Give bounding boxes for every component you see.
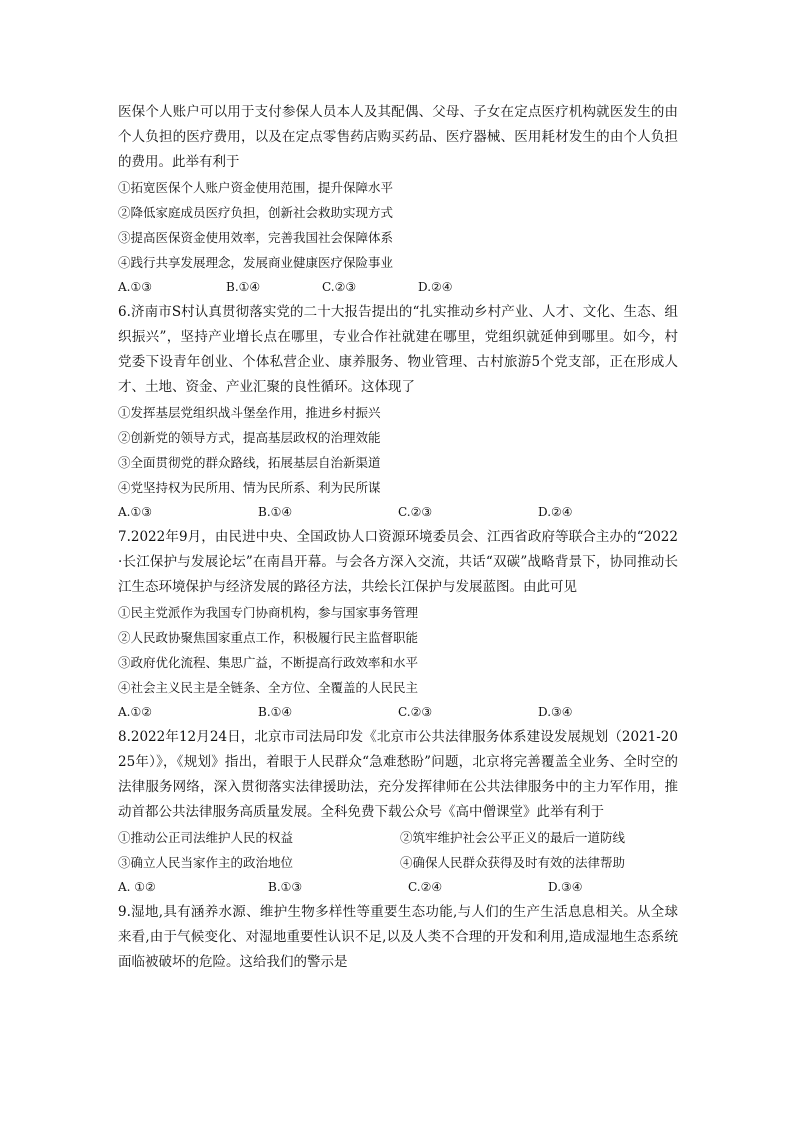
q5-stem: 医保个人账户可以用于支付参保人员本人及其配偶、父母、子女在定点医疗机构就医发生的由个人负担的医疗费用，以及在定点零售药店购买药品、医疗器械、医用耗材发生的由个人负担的费用。此举有利于 bbox=[118, 104, 678, 170]
q8-answer-b: B.①③ bbox=[268, 880, 303, 894]
q6-answers bbox=[118, 500, 678, 525]
q5-answer-d: D.②④ bbox=[418, 280, 453, 294]
q8-answers bbox=[118, 875, 678, 900]
q9-stem: 9.湿地,具有涵养水源、维护生物多样性等重要生态功能,与人们的生产生活息息相关。从全球来看,由于气候变化、对湿地重要性认识不足,以及人类不合理的开发和利用,造成湿地生态系统面临被破坏的危险。这给我们的警示是 bbox=[118, 904, 678, 970]
q6-option-1: ①发挥基层党组织战斗堡垒作用，推进乡村振兴 bbox=[118, 405, 381, 420]
q8-option-1: ①推动公正司法维护人民的权益 bbox=[118, 830, 294, 845]
q8-answer-c: C.②④ bbox=[408, 880, 443, 894]
q6-option-3: ③全面贯彻党的群众路线，拓展基层自治新渠道 bbox=[118, 455, 381, 470]
q7-option-2: ②人民政协聚焦国家重点工作，积极履行民主监督职能 bbox=[118, 630, 419, 645]
q5-option-2: ②降低家庭成员医疗负担，创新社会救助实现方式 bbox=[118, 205, 394, 220]
q6-answer-c: C.②③ bbox=[398, 505, 433, 519]
q7-answer-d: D.③④ bbox=[538, 705, 573, 719]
q8-option-4: ④确保人民群众获得及时有效的法律帮助 bbox=[400, 855, 626, 870]
q8-options-row-2 bbox=[118, 850, 678, 875]
q7-stem: 7.2022年9月，由民进中央、全国政协人口资源环境委员会、江西省政府等联合主办的“2022·长江保护与发展论坛”在南昌开幕。与会各方深入交流，共话“双碳”战略背景下，协同推动长江生态环境保护与经济发展的路径方法，共绘长江保护与发展蓝图。由此可见 bbox=[118, 529, 678, 595]
q8-option-2: ②筑牢维护社会公平正义的最后一道防线 bbox=[400, 830, 626, 845]
q5-answer-b: B.①④ bbox=[226, 280, 261, 294]
q5-option-1: ①拓宽医保个人账户资金使用范围，提升保障水平 bbox=[118, 180, 394, 195]
q5-answer-c: C.②③ bbox=[322, 280, 357, 294]
q6-answer-b: B.①④ bbox=[258, 505, 293, 519]
q6-stem: 6.济南市S村认真贯彻落实党的二十大报告提出的“扎实推动乡村产业、人才、文化、生态、组织振兴”，坚持产业增长点在哪里，专业合作社就建在哪里，党组织就延伸到哪里。如今，村党委下设青年创业、个体私营企业、康养服务、物业管理、古村旅游5个党支部，正在形成人才、土地、资金、产业汇聚的良性循环。这体现了 bbox=[118, 304, 678, 395]
q5-option-3: ③提高医保资金使用效率，完善我国社会保障体系 bbox=[118, 230, 394, 245]
q7-option-1: ①民主党派作为我国专门协商机构，参与国家事务管理 bbox=[118, 605, 419, 620]
q5-answers bbox=[118, 275, 678, 300]
q8-options-row-1 bbox=[118, 825, 678, 850]
q7-answers bbox=[118, 700, 678, 725]
q5-answer-a: A.①③ bbox=[118, 280, 152, 294]
q6-answer-d: D.②④ bbox=[538, 505, 573, 519]
q6-option-2: ②创新党的领导方式，提高基层政权的治理效能 bbox=[118, 430, 381, 445]
q7-answer-b: B.①④ bbox=[258, 705, 293, 719]
q7-option-4: ④社会主义民主是全链条、全方位、全覆盖的人民民主 bbox=[118, 680, 419, 695]
q8-option-3: ③确立人民当家作主的政治地位 bbox=[118, 855, 294, 870]
q7-option-3: ③政府优化流程、集思广益，不断提高行政效率和水平 bbox=[118, 655, 419, 670]
q8-answer-a: A. ①② bbox=[118, 880, 156, 894]
q7-answer-c: C.②③ bbox=[398, 705, 433, 719]
q5-option-4: ④践行共享发展理念，发展商业健康医疗保险事业 bbox=[118, 255, 394, 270]
q6-answer-a: A.①③ bbox=[118, 505, 152, 519]
q8-stem: 8.2022年12月24日，北京市司法局印发《北京市公共法律服务体系建设发展规划（2021-2025年）》，《规划》指出，着眼于人民群众“急难愁盼”问题，北京将完善覆盖全业务、全时空的法律服务网络，深入贯彻落实法律援助法，充分发挥律师在公共法律服务中的主力军作用，推动首都公共法律服务高质量发展。全科免费下载公众号《高中僧课堂》此举有利于 bbox=[118, 729, 678, 820]
q6-option-4: ④党坚持权为民所用、情为民所系、利为民所谋 bbox=[118, 480, 381, 495]
exam-page bbox=[118, 100, 678, 975]
q8-answer-d: D.③④ bbox=[548, 880, 583, 894]
q7-answer-a: A.①② bbox=[118, 705, 152, 719]
